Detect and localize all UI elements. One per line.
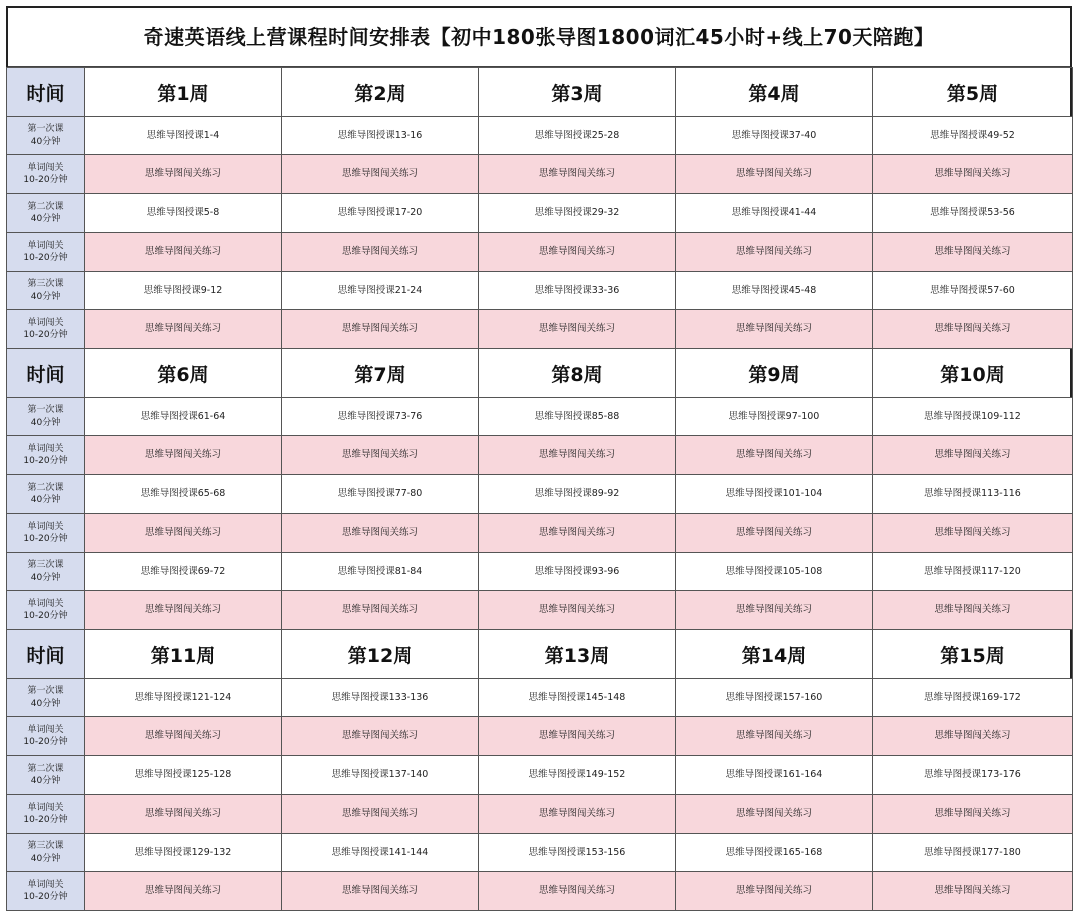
lesson-cell: 思维导图授课161-164 — [676, 756, 873, 795]
lesson-row — [7, 679, 1073, 717]
lesson-cell: 思维导图授课97-100 — [676, 398, 873, 436]
slot-label-cell — [7, 553, 85, 591]
drill-cell: 思维导图闯关练习 — [676, 591, 873, 630]
slot-label-duration: 10-20分钟 — [23, 330, 68, 340]
week-header-cell: 第8周 — [479, 349, 676, 398]
drill-cell: 思维导图闯关练习 — [479, 795, 676, 834]
drill-cell: 思维导图闯关练习 — [479, 872, 676, 911]
week-header-cell: 第6周 — [85, 349, 282, 398]
slot-label-name: 第一次课 — [27, 405, 64, 416]
slot-label-cell — [7, 475, 85, 514]
lesson-cell: 思维导图授课53-56 — [873, 194, 1073, 233]
drill-row — [7, 717, 1073, 756]
slot-label-duration: 10-20分钟 — [23, 737, 68, 747]
lesson-cell: 思维导图授课85-88 — [479, 398, 676, 436]
slot-label-cell — [7, 310, 85, 349]
week-header-cell: 第5周 — [873, 68, 1073, 117]
lesson-cell: 思维导图授课45-48 — [676, 272, 873, 310]
lesson-cell: 思维导图授课173-176 — [873, 756, 1073, 795]
drill-cell: 思维导图闯关练习 — [282, 310, 479, 349]
drill-row — [7, 872, 1073, 911]
drill-row — [7, 233, 1073, 272]
drill-row — [7, 436, 1073, 475]
drill-cell: 思维导图闯关练习 — [676, 717, 873, 756]
lesson-cell: 思维导图授课117-120 — [873, 553, 1073, 591]
slot-label-name: 单词闯关 — [27, 240, 64, 251]
drill-cell: 思维导图闯关练习 — [676, 436, 873, 475]
lesson-cell: 思维导图授课9-12 — [85, 272, 282, 310]
drill-cell: 思维导图闯关练习 — [873, 795, 1073, 834]
slot-label-cell — [7, 233, 85, 272]
drill-cell: 思维导图闯关练习 — [676, 155, 873, 194]
lesson-row — [7, 553, 1073, 591]
drill-cell: 思维导图闯关练习 — [873, 436, 1073, 475]
slot-label-name: 第三次课 — [27, 560, 64, 571]
lesson-cell: 思维导图授课93-96 — [479, 553, 676, 591]
slot-label-duration: 40分钟 — [30, 495, 61, 505]
drill-cell: 思维导图闯关练习 — [873, 591, 1073, 630]
slot-label-cell — [7, 679, 85, 717]
drill-row — [7, 591, 1073, 630]
week-header-cell: 第10周 — [873, 349, 1073, 398]
lesson-cell: 思维导图授课73-76 — [282, 398, 479, 436]
lesson-cell: 思维导图授课137-140 — [282, 756, 479, 795]
slot-label-cell — [7, 155, 85, 194]
drill-cell: 思维导图闯关练习 — [282, 514, 479, 553]
lesson-cell: 思维导图授课57-60 — [873, 272, 1073, 310]
lesson-cell: 思维导图授课105-108 — [676, 553, 873, 591]
drill-cell: 思维导图闯关练习 — [873, 233, 1073, 272]
drill-cell: 思维导图闯关练习 — [676, 872, 873, 911]
slot-label-name: 第二次课 — [27, 763, 64, 774]
drill-cell: 思维导图闯关练习 — [282, 233, 479, 272]
drill-cell: 思维导图闯关练习 — [873, 717, 1073, 756]
slot-label-duration: 40分钟 — [30, 136, 61, 147]
slot-label-duration: 40分钟 — [30, 776, 61, 786]
drill-cell: 思维导图闯关练习 — [282, 591, 479, 630]
drill-cell: 思维导图闯关练习 — [479, 591, 676, 630]
drill-cell: 思维导图闯关练习 — [85, 233, 282, 272]
slot-label-duration: 10-20分钟 — [23, 534, 68, 544]
lesson-cell: 思维导图授课77-80 — [282, 475, 479, 514]
slot-label-cell — [7, 117, 85, 155]
drill-cell: 思维导图闯关练习 — [676, 795, 873, 834]
lesson-cell: 思维导图授课101-104 — [676, 475, 873, 514]
lesson-row — [7, 756, 1073, 795]
drill-cell: 思维导图闯关练习 — [873, 155, 1073, 194]
drill-cell: 思维导图闯关练习 — [85, 155, 282, 194]
lesson-cell: 思维导图授课17-20 — [282, 194, 479, 233]
lesson-cell: 思维导图授课149-152 — [479, 756, 676, 795]
lesson-cell: 思维导图授课157-160 — [676, 679, 873, 717]
lesson-cell: 思维导图授课5-8 — [85, 194, 282, 233]
drill-cell: 思维导图闯关练习 — [676, 310, 873, 349]
drill-cell: 思维导图闯关练习 — [676, 514, 873, 553]
lesson-cell: 思维导图授课169-172 — [873, 679, 1073, 717]
slot-label-duration: 40分钟 — [30, 698, 61, 709]
week-header-row — [7, 68, 1073, 117]
time-header-cell: 时间 — [7, 349, 85, 398]
lesson-cell: 思维导图授课29-32 — [479, 194, 676, 233]
drill-row — [7, 795, 1073, 834]
lesson-cell: 思维导图授课121-124 — [85, 679, 282, 717]
drill-row — [7, 310, 1073, 349]
schedule-title: 奇速英语线上营课程时间安排表【初中180张导图1800词汇45小时+线上70天陪跑】 — [8, 8, 1070, 67]
lesson-row — [7, 194, 1073, 233]
week-header-cell: 第1周 — [85, 68, 282, 117]
lesson-row — [7, 272, 1073, 310]
week-header-cell: 第15周 — [873, 630, 1073, 679]
slot-label-duration: 10-20分钟 — [23, 611, 68, 621]
drill-cell: 思维导图闯关练习 — [282, 795, 479, 834]
slot-label-duration: 40分钟 — [30, 572, 61, 583]
slot-label-cell — [7, 756, 85, 795]
slot-label-cell — [7, 834, 85, 872]
time-header-cell: 时间 — [7, 630, 85, 679]
slot-label-name: 单词闯关 — [27, 802, 64, 813]
slot-label-name: 第三次课 — [27, 841, 64, 852]
lesson-cell: 思维导图授课129-132 — [85, 834, 282, 872]
lesson-cell: 思维导图授课65-68 — [85, 475, 282, 514]
lesson-cell: 思维导图授课133-136 — [282, 679, 479, 717]
drill-cell: 思维导图闯关练习 — [85, 872, 282, 911]
slot-label-name: 单词闯关 — [27, 521, 64, 532]
drill-cell: 思维导图闯关练习 — [282, 155, 479, 194]
lesson-cell: 思维导图授课37-40 — [676, 117, 873, 155]
lesson-cell: 思维导图授课177-180 — [873, 834, 1073, 872]
lesson-cell: 思维导图授课141-144 — [282, 834, 479, 872]
drill-cell: 思维导图闯关练习 — [873, 310, 1073, 349]
week-header-row — [7, 349, 1073, 398]
slot-label-duration: 40分钟 — [30, 853, 61, 864]
lesson-cell: 思维导图授课165-168 — [676, 834, 873, 872]
lesson-cell: 思维导图授课33-36 — [479, 272, 676, 310]
lesson-cell: 思维导图授课153-156 — [479, 834, 676, 872]
schedule-sheet — [6, 6, 1072, 902]
slot-label-cell — [7, 872, 85, 911]
drill-cell: 思维导图闯关练习 — [479, 436, 676, 475]
slot-label-name: 单词闯关 — [27, 724, 64, 735]
drill-cell: 思维导图闯关练习 — [873, 514, 1073, 553]
lesson-row — [7, 398, 1073, 436]
drill-row — [7, 155, 1073, 194]
slot-label-name: 单词闯关 — [27, 162, 64, 173]
lesson-cell: 思维导图授课21-24 — [282, 272, 479, 310]
drill-cell: 思维导图闯关练习 — [282, 717, 479, 756]
lesson-cell: 思维导图授课61-64 — [85, 398, 282, 436]
slot-label-cell — [7, 436, 85, 475]
drill-cell: 思维导图闯关练习 — [85, 591, 282, 630]
slot-label-cell — [7, 591, 85, 630]
slot-label-duration: 10-20分钟 — [23, 253, 68, 263]
slot-label-name: 单词闯关 — [27, 879, 64, 890]
drill-cell: 思维导图闯关练习 — [479, 233, 676, 272]
slot-label-duration: 10-20分钟 — [23, 175, 68, 185]
drill-cell: 思维导图闯关练习 — [85, 717, 282, 756]
drill-cell: 思维导图闯关练习 — [479, 514, 676, 553]
drill-cell: 思维导图闯关练习 — [479, 155, 676, 194]
lesson-cell: 思维导图授课89-92 — [479, 475, 676, 514]
week-header-cell: 第11周 — [85, 630, 282, 679]
lesson-cell: 思维导图授课1-4 — [85, 117, 282, 155]
lesson-cell: 思维导图授课41-44 — [676, 194, 873, 233]
slot-label-duration: 40分钟 — [30, 291, 61, 302]
slot-label-cell — [7, 795, 85, 834]
week-header-cell: 第2周 — [282, 68, 479, 117]
slot-label-name: 单词闯关 — [27, 443, 64, 454]
lesson-cell: 思维导图授课13-16 — [282, 117, 479, 155]
lesson-cell: 思维导图授课113-116 — [873, 475, 1073, 514]
drill-cell: 思维导图闯关练习 — [479, 310, 676, 349]
slot-label-cell — [7, 514, 85, 553]
week-header-cell: 第3周 — [479, 68, 676, 117]
week-header-cell: 第13周 — [479, 630, 676, 679]
drill-cell: 思维导图闯关练习 — [282, 872, 479, 911]
slot-label-name: 单词闯关 — [27, 598, 64, 609]
lesson-row — [7, 834, 1073, 872]
drill-cell: 思维导图闯关练习 — [85, 795, 282, 834]
lesson-cell: 思维导图授课145-148 — [479, 679, 676, 717]
drill-row — [7, 514, 1073, 553]
lesson-row — [7, 117, 1073, 155]
schedule-table — [6, 67, 1073, 911]
drill-cell: 思维导图闯关练习 — [676, 233, 873, 272]
lesson-row — [7, 475, 1073, 514]
drill-cell: 思维导图闯关练习 — [85, 436, 282, 475]
slot-label-name: 第二次课 — [27, 201, 64, 212]
slot-label-name: 第二次课 — [27, 482, 64, 493]
slot-label-duration: 40分钟 — [30, 417, 61, 428]
drill-cell: 思维导图闯关练习 — [282, 436, 479, 475]
lesson-cell: 思维导图授课81-84 — [282, 553, 479, 591]
slot-label-duration: 10-20分钟 — [23, 892, 68, 902]
slot-label-cell — [7, 272, 85, 310]
slot-label-cell — [7, 194, 85, 233]
week-header-cell: 第12周 — [282, 630, 479, 679]
time-header-cell: 时间 — [7, 68, 85, 117]
week-header-cell: 第4周 — [676, 68, 873, 117]
drill-cell: 思维导图闯关练习 — [873, 872, 1073, 911]
drill-cell: 思维导图闯关练习 — [85, 514, 282, 553]
slot-label-name: 第一次课 — [27, 686, 64, 697]
slot-label-duration: 10-20分钟 — [23, 815, 68, 825]
slot-label-name: 第一次课 — [27, 124, 64, 135]
week-header-cell: 第7周 — [282, 349, 479, 398]
lesson-cell: 思维导图授课49-52 — [873, 117, 1073, 155]
week-header-row — [7, 630, 1073, 679]
lesson-cell: 思维导图授课69-72 — [85, 553, 282, 591]
lesson-cell: 思维导图授课109-112 — [873, 398, 1073, 436]
week-header-cell: 第9周 — [676, 349, 873, 398]
slot-label-duration: 40分钟 — [30, 214, 61, 224]
drill-cell: 思维导图闯关练习 — [85, 310, 282, 349]
slot-label-duration: 10-20分钟 — [23, 456, 68, 466]
slot-label-cell — [7, 717, 85, 756]
slot-label-name: 单词闯关 — [27, 317, 64, 328]
slot-label-name: 第三次课 — [27, 279, 64, 290]
week-header-cell: 第14周 — [676, 630, 873, 679]
slot-label-cell — [7, 398, 85, 436]
lesson-cell: 思维导图授课25-28 — [479, 117, 676, 155]
lesson-cell: 思维导图授课125-128 — [85, 756, 282, 795]
drill-cell: 思维导图闯关练习 — [479, 717, 676, 756]
